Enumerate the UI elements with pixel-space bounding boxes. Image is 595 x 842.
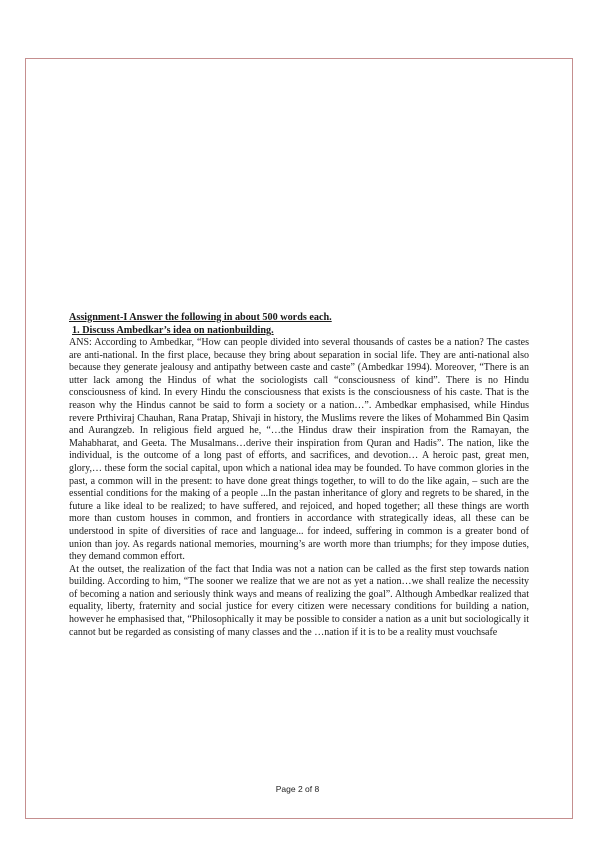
page-number-footer: Page 2 of 8 xyxy=(275,784,320,794)
document-body xyxy=(69,311,529,639)
answer-paragraph-2: At the outset, the realization of the fact that India was not a nation can be called as the first step towards nation building. According to him, “The sooner we realize that we are not as yet a nation…we shall realize the necessity of becoming a nation and seriously think ways and means of realizing the goal”. Although Ambedkar realized that equality, liberty, fraternity and social justice for every citizen were necessary conditions for building a nation, however he emphasised that, “Philosophically it may be possible to consider a nation as a unit but sociologically it cannot but be regarded as consisting of many classes and the …nation if it is to be a reality must vouchsafe xyxy=(69,563,529,638)
question-heading: 1. Discuss Ambedkar’s idea on nationbuilding. xyxy=(72,325,274,336)
assignment-heading: Assignment-I Answer the following in about 500 words each. xyxy=(69,312,332,323)
answer-paragraph-1: ANS: According to Ambedkar, “How can people divided into several thousands of castes be a nation? The castes are anti-national. In the first place, because they bring about separation in social life. They are anti-national also because they generate jealousy and antipathy between caste and caste” (Ambedkar 1994). Moreover, “There is an utter lack among the Hindus of what the sociologists call “consciousness of kind”. There is no Hindu consciousness of kind. In every Hindu the consciousness that exists is the consciousness of his caste. That is the reason why the Hindus cannot be said to form a society or a nation…”. Ambedkar emphasised, while Hindus revere Prthiviraj Chauhan, Rana Pratap, Shivaji in history, the Muslims revere the likes of Mohammed Bin Qasim and Aurangzeb. In religious field argued he, “…the Hindus draw their inspiration from the Ramayan, the Mahabharat, and Geeta. The Musalmans…derive their inspiration from Quran and Hadis”. The nation, like the individual, is the outcome of a long past of efforts, and sacrifices, and devotion… A heroic past, great men, glory,… these form the social capital, upon which a national idea may be founded. To have common glories in the past, a common will in the present: to have done great things together, to will to do the like again, – such are the essential conditions for the making of a people ...In the pastan inheritance of glory and regrets to be shared, in the future a like ideal to be realized; to have suffered, and rejoiced, and hoped together; all these things are worth more than custom houses in common, and frontiers in accordance with strategically ideas, all these can be understood in spite of diversities of race and language... for indeed, suffering in common is a greater bond of union than joy. As regards national memories, mourning’s are worth more than triumphs; for they impose duties, they demand common effort. xyxy=(69,337,529,563)
